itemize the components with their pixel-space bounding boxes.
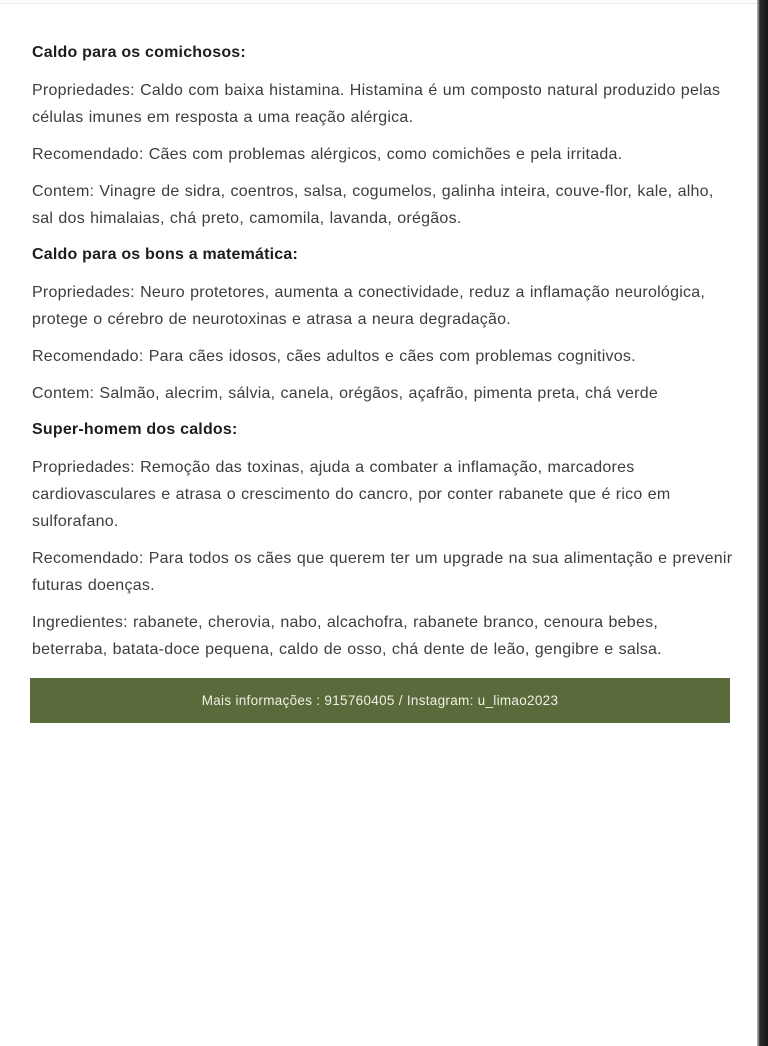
section-paragraph-contem: Contem: Salmão, alecrim, sálvia, canela, orégãos, açafrão, pimenta preta, chá verde <box>32 385 659 402</box>
section-paragraph-recomendado: Recomendado: Para todos os cães que querem ter um upgrade na sua alimentação e prevenir futuras doenças. <box>32 550 733 594</box>
section-paragraph-propriedades: Propriedades: Neuro protetores, aumenta a conectividade, reduz a inflamação neurológica, protege o cérebro de neurotoxinas e atrasa a neura degradação. <box>32 284 706 328</box>
screen-right-edge <box>757 0 768 1046</box>
document-content <box>32 30 736 673</box>
section-caldo-matematica <box>32 244 736 407</box>
section-heading: Caldo para os comichosos: <box>32 44 246 61</box>
section-heading: Caldo para os bons a matemática: <box>32 246 299 263</box>
section-paragraph-ingredientes: Ingredientes: rabanete, cherovia, nabo, alcachofra, rabanete branco, cenoura bebes, beterraba, batata-doce pequena, caldo de osso, chá dente de leão, gengibre e salsa. <box>32 614 662 658</box>
section-paragraph-propriedades: Propriedades: Caldo com baixa histamina. Histamina é um composto natural produzido pelas células imunes em resposta a uma reação alérgica. <box>32 82 721 126</box>
contact-banner-text: Mais informações : 915760405 / Instagram: u_limao2023 <box>201 692 559 708</box>
contact-banner <box>30 678 730 723</box>
section-paragraph-recomendado: Recomendado: Cães com problemas alérgicos, como comichões e pela irritada. <box>32 146 623 163</box>
page-top-edge <box>0 0 758 4</box>
section-paragraph-contem: Contem: Vinagre de sidra, coentros, salsa, cogumelos, galinha inteira, couve-flor, kale, alho, sal dos himalaias, chá preto, camomila, lavanda, orégãos. <box>32 183 714 227</box>
section-paragraph-propriedades: Propriedades: Remoção das toxinas, ajuda a combater a inflamação, marcadores cardiovasculares e atrasa o crescimento do cancro, por conter rabanete que é rico em sulforafano. <box>32 459 671 530</box>
section-super-homem-caldos <box>32 419 736 663</box>
section-caldo-comichosos <box>32 42 736 232</box>
section-paragraph-recomendado: Recomendado: Para cães idosos, cães adultos e cães com problemas cognitivos. <box>32 348 636 365</box>
section-heading: Super-homem dos caldos: <box>32 421 238 438</box>
